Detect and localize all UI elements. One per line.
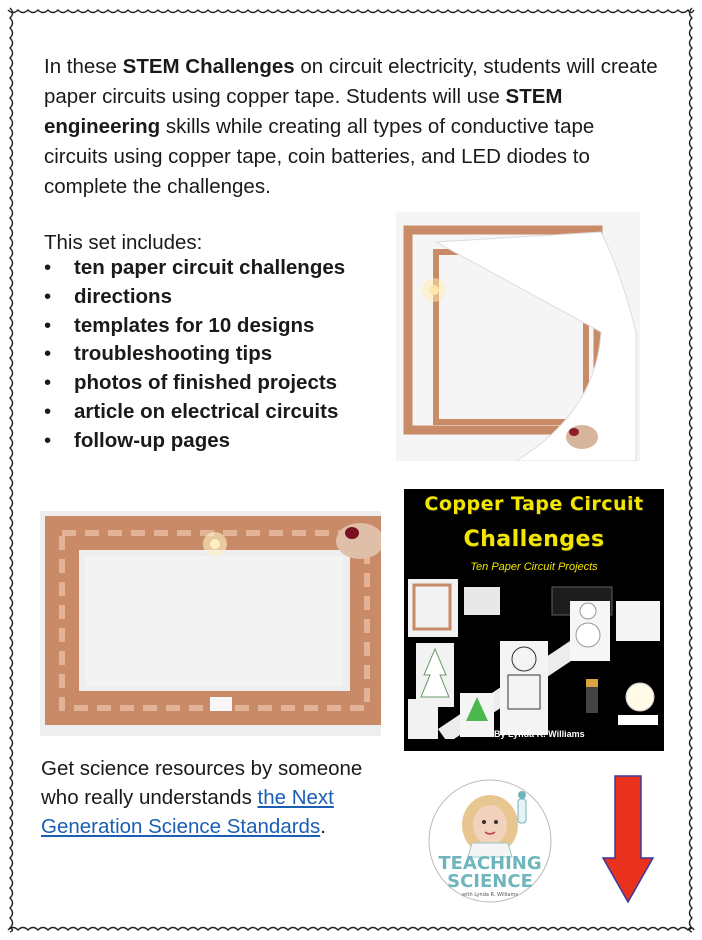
ngss-link[interactable]: the Next Generation Science Standards [41,786,334,838]
cover-title-line1: Copper Tape Circuit [424,493,644,515]
logo-line2: SCIENCE [447,871,533,892]
teaching-science-logo [428,779,552,903]
cover-collage [404,579,664,739]
list-item: • article on electrical circuits [44,399,339,423]
copper-square-photo [396,212,640,461]
list-item: • ten paper circuit challenges [44,256,346,279]
cover-author: By Lynda R. Williams [494,729,585,739]
logo-tagline: with Lynda R. Williams [462,892,518,898]
product-cover [404,489,664,751]
stem-challenges-bold: STEM Challenges [122,55,295,78]
intro-paragraph: In these STEM Challenges on circuit electricity, students will create paper circuits using copper tape. Students will use STEM engineering skills while creating all types of conductive tape circuits using copper tape, coin batteries, and LED diodes to complete the challenges. [44,55,658,198]
list-item: • templates for 10 designs [44,313,315,337]
bottom-text: Get science resources by someone who really understands the Next Generation Science Standards. [41,757,363,838]
includes-list [44,254,345,456]
down-arrow-icon [601,774,655,904]
list-item: • photos of finished projects [44,371,338,395]
cover-subtitle: Ten Paper Circuit Projects [470,561,598,573]
list-item: • follow-up pages [44,428,231,452]
stem-engineering-bold: STEM engineering [44,85,563,138]
copper-rectangle-photo [40,511,381,736]
logo-line1: TEACHING [438,853,542,874]
cover-title-line2: Challenges [463,527,605,552]
list-item: • troubleshooting tips [44,342,273,366]
list-item: • directions [44,284,172,308]
includes-title: This set includes: [44,231,203,254]
